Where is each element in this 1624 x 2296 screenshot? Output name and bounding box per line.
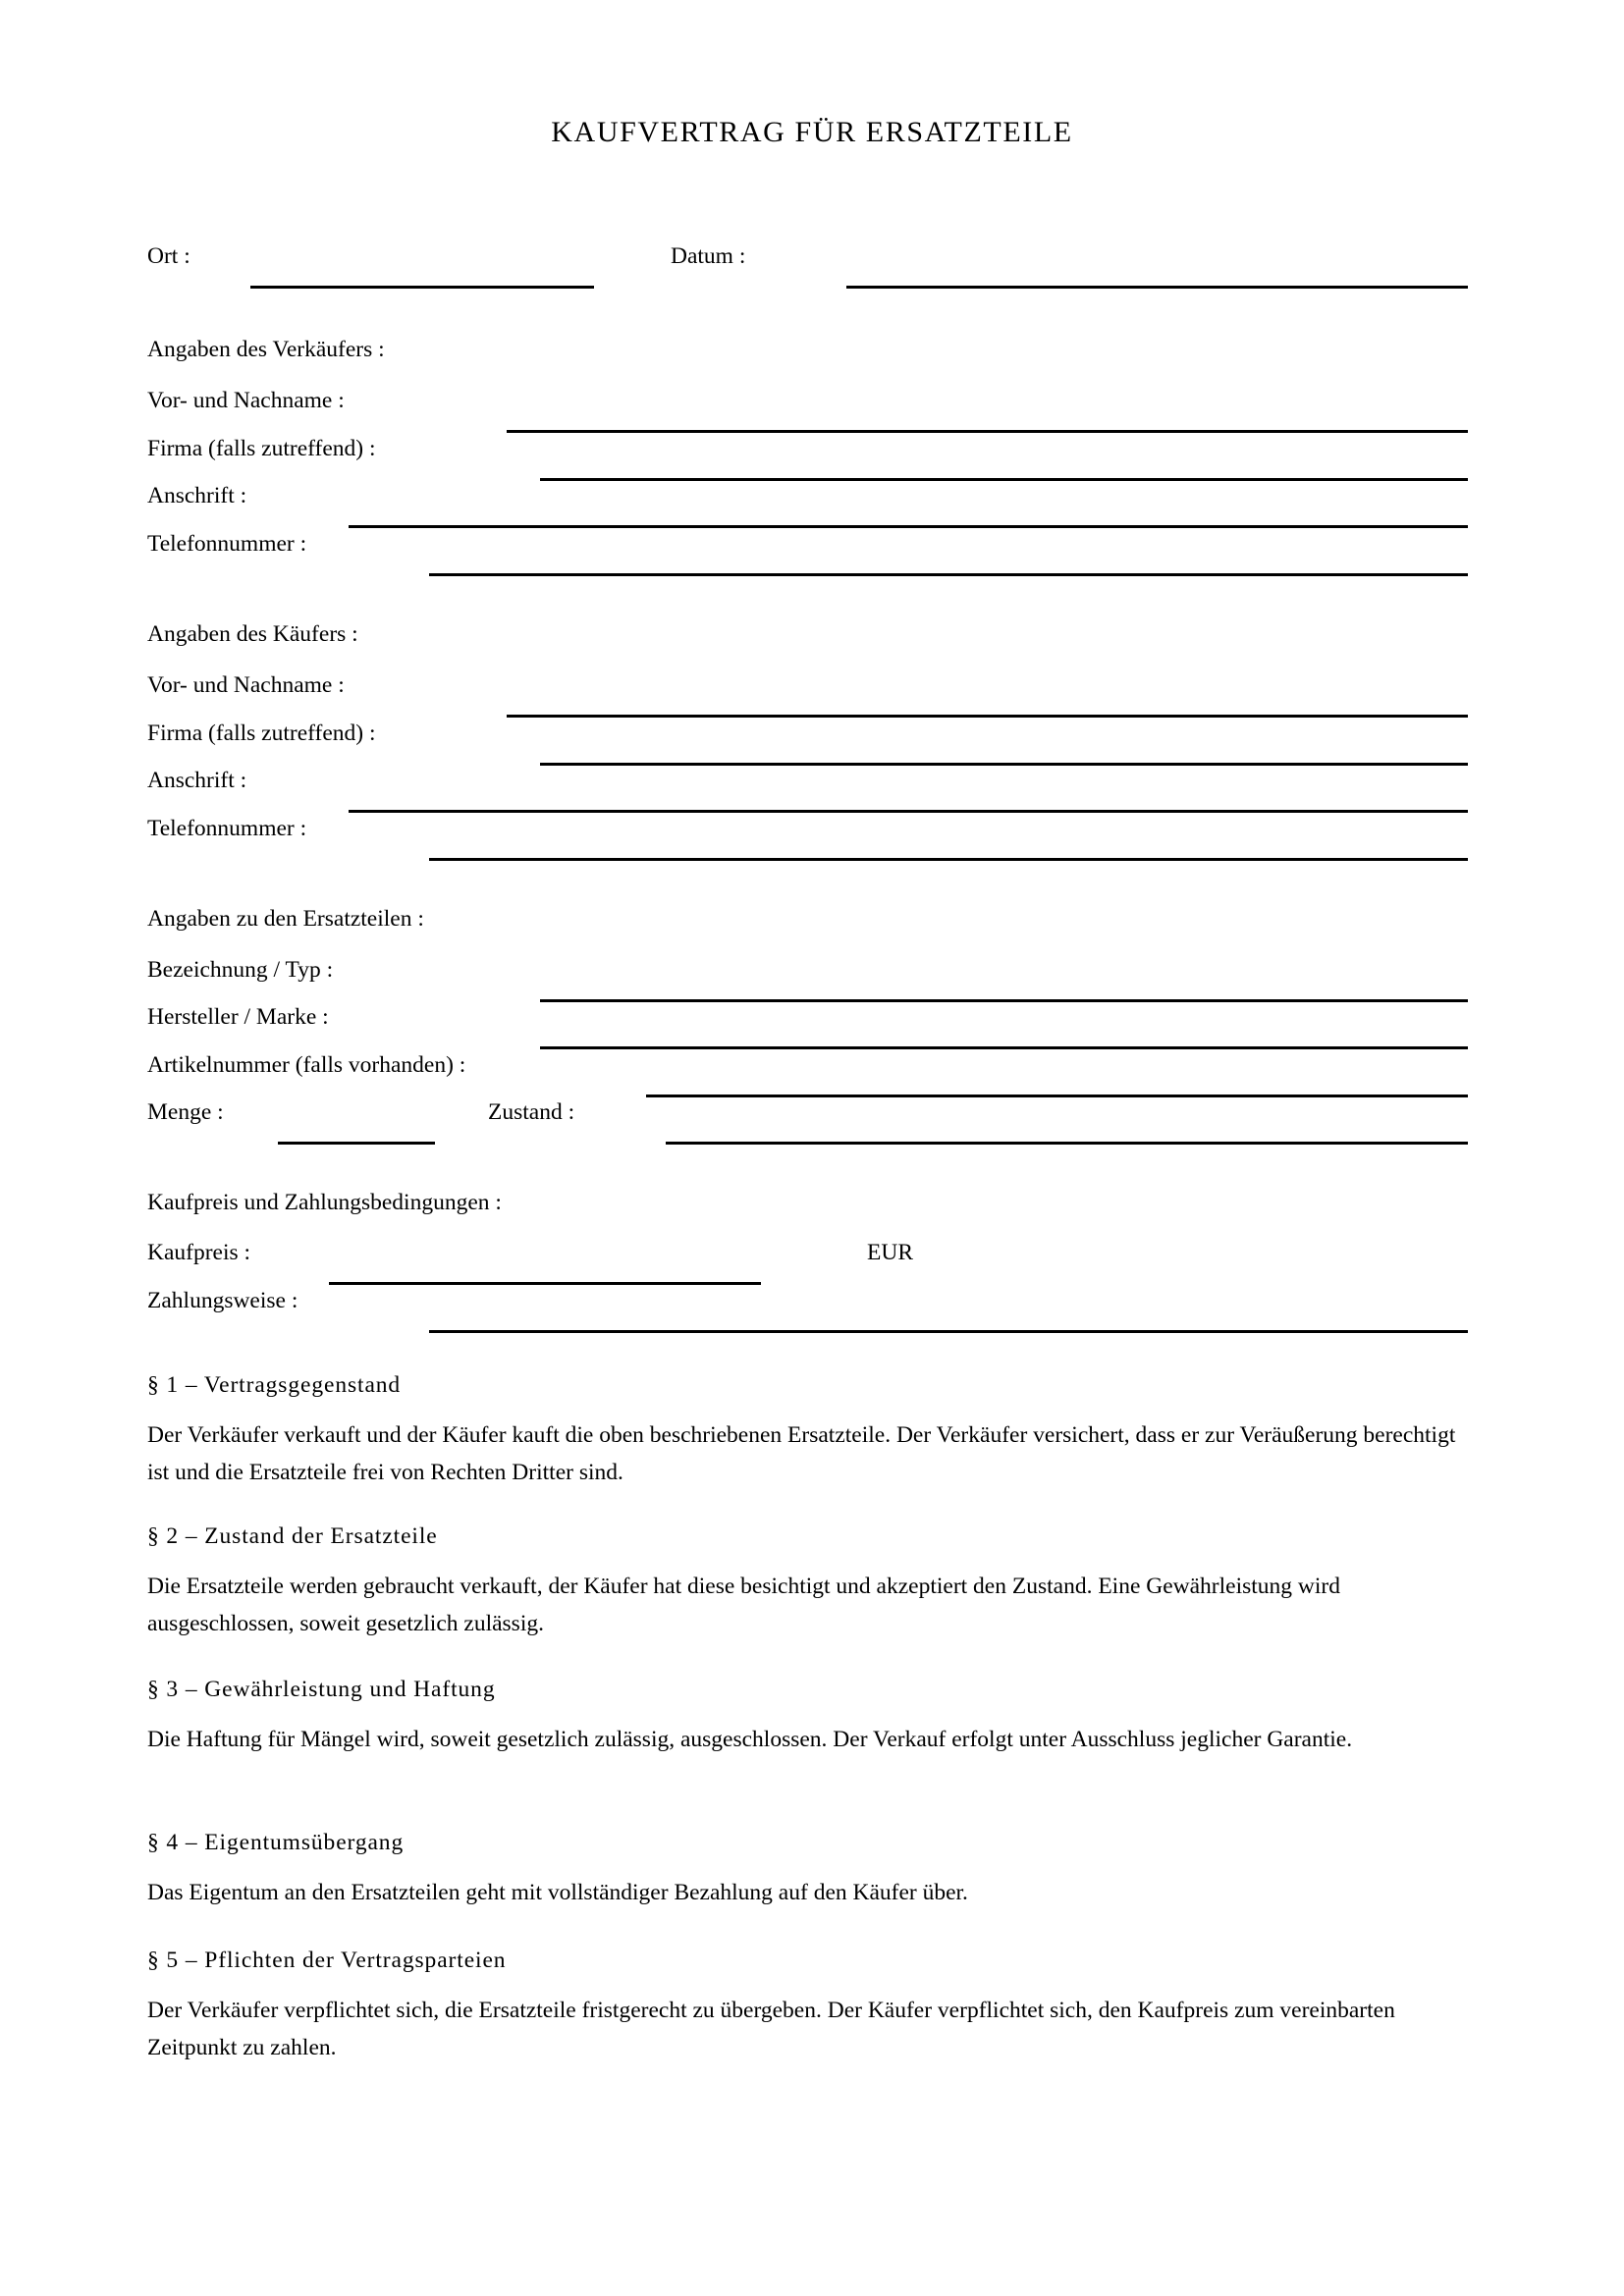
field-label-seller-phone: Telefonnummer :: [147, 531, 307, 557]
clause-body-4: Das Eigentum an den Ersatzteilen geht mit vollständiger Bezahlung auf den Käufer über.: [147, 1880, 968, 1905]
field-input-price[interactable]: [329, 1282, 761, 1285]
clause-body-3: Die Haftung für Mängel wird, soweit gesetzlich zulässig, ausgeschlossen. Der Verkauf erfolgt unter Ausschluss jeglicher Garantie.: [147, 1727, 1353, 1752]
currency-label-eur: EUR: [867, 1240, 913, 1265]
field-input-ort[interactable]: [250, 286, 594, 289]
section-heading-buyer: Angaben des Käufers :: [147, 621, 358, 647]
field-input-part-manufacturer[interactable]: [540, 1046, 1468, 1049]
clause-heading-2: § 2 – Zustand der Ersatzteile: [147, 1523, 438, 1549]
clause-heading-1: § 1 – Vertragsgegenstand: [147, 1372, 402, 1398]
document-body: [147, 0, 1477, 2296]
field-label-buyer-company: Firma (falls zutreffend) :: [147, 721, 376, 746]
section-heading-price: Kaufpreis und Zahlungsbedingungen :: [147, 1190, 502, 1215]
field-label-part-manufacturer: Hersteller / Marke :: [147, 1004, 329, 1030]
clause-heading-3: § 3 – Gewährleistung und Haftung: [147, 1677, 496, 1702]
field-input-seller-phone[interactable]: [429, 573, 1468, 576]
clause-body-5: Der Verkäufer verpflichtet sich, die Ersatzteile fristgerecht zu übergeben. Der Käufer verpflichtet sich, den Kaufpreis zum vereinbarten Zeitpunkt zu zahlen.: [147, 1998, 1395, 2061]
field-label-buyer-phone: Telefonnummer :: [147, 816, 307, 841]
field-label-part-quantity: Menge :: [147, 1099, 224, 1125]
field-label-price: Kaufpreis :: [147, 1240, 251, 1265]
clause-heading-4: § 4 – Eigentumsübergang: [147, 1830, 405, 1855]
field-label-seller-company: Firma (falls zutreffend) :: [147, 436, 376, 461]
section-heading-seller: Angaben des Verkäufers :: [147, 337, 385, 362]
field-input-payment-method[interactable]: [429, 1330, 1468, 1333]
field-input-seller-company[interactable]: [540, 478, 1468, 481]
clause-body-1: Der Verkäufer verkauft und der Käufer kauft die oben beschriebenen Ersatzteile. Der Verkäufer versichert, dass er zur Veräußerung berechtigt ist und die Ersatzteile frei von Rechten Dritter sind.: [147, 1422, 1456, 1486]
field-input-seller-address[interactable]: [349, 525, 1468, 528]
field-label-seller-name: Vor- und Nachname :: [147, 388, 345, 413]
field-input-part-designation[interactable]: [540, 999, 1468, 1002]
field-label-buyer-address: Anschrift :: [147, 768, 247, 793]
field-label-part-designation: Bezeichnung / Typ :: [147, 957, 334, 983]
field-label-part-condition: Zustand :: [488, 1099, 575, 1125]
field-label-seller-address: Anschrift :: [147, 483, 247, 508]
field-label-part-number: Artikelnummer (falls vorhanden) :: [147, 1052, 466, 1078]
clause-body-2: Die Ersatzteile werden gebraucht verkauft, der Käufer hat diese besichtigt und akzeptiert den Zustand. Eine Gewährleistung wird ausgeschlossen, soweit gesetzlich zulässig.: [147, 1574, 1341, 1637]
field-label-payment-method: Zahlungsweise :: [147, 1288, 298, 1313]
field-input-buyer-phone[interactable]: [429, 858, 1468, 861]
field-input-seller-name[interactable]: [507, 430, 1468, 433]
field-input-buyer-name[interactable]: [507, 715, 1468, 718]
field-input-part-quantity[interactable]: [278, 1142, 435, 1145]
field-label-ort: Ort :: [147, 243, 190, 269]
clause-heading-5: § 5 – Pflichten der Vertragsparteien: [147, 1948, 507, 1973]
section-heading-parts: Angaben zu den Ersatzteilen :: [147, 906, 424, 932]
field-input-part-condition[interactable]: [666, 1142, 1468, 1145]
field-input-datum[interactable]: [846, 286, 1468, 289]
field-input-part-number[interactable]: [646, 1095, 1468, 1097]
page-title: KAUFVERTRAG FÜR ERSATZTEILE: [551, 116, 1073, 148]
field-input-buyer-address[interactable]: [349, 810, 1468, 813]
field-label-buyer-name: Vor- und Nachname :: [147, 672, 345, 698]
field-input-buyer-company[interactable]: [540, 763, 1468, 766]
field-label-datum: Datum :: [671, 243, 746, 269]
